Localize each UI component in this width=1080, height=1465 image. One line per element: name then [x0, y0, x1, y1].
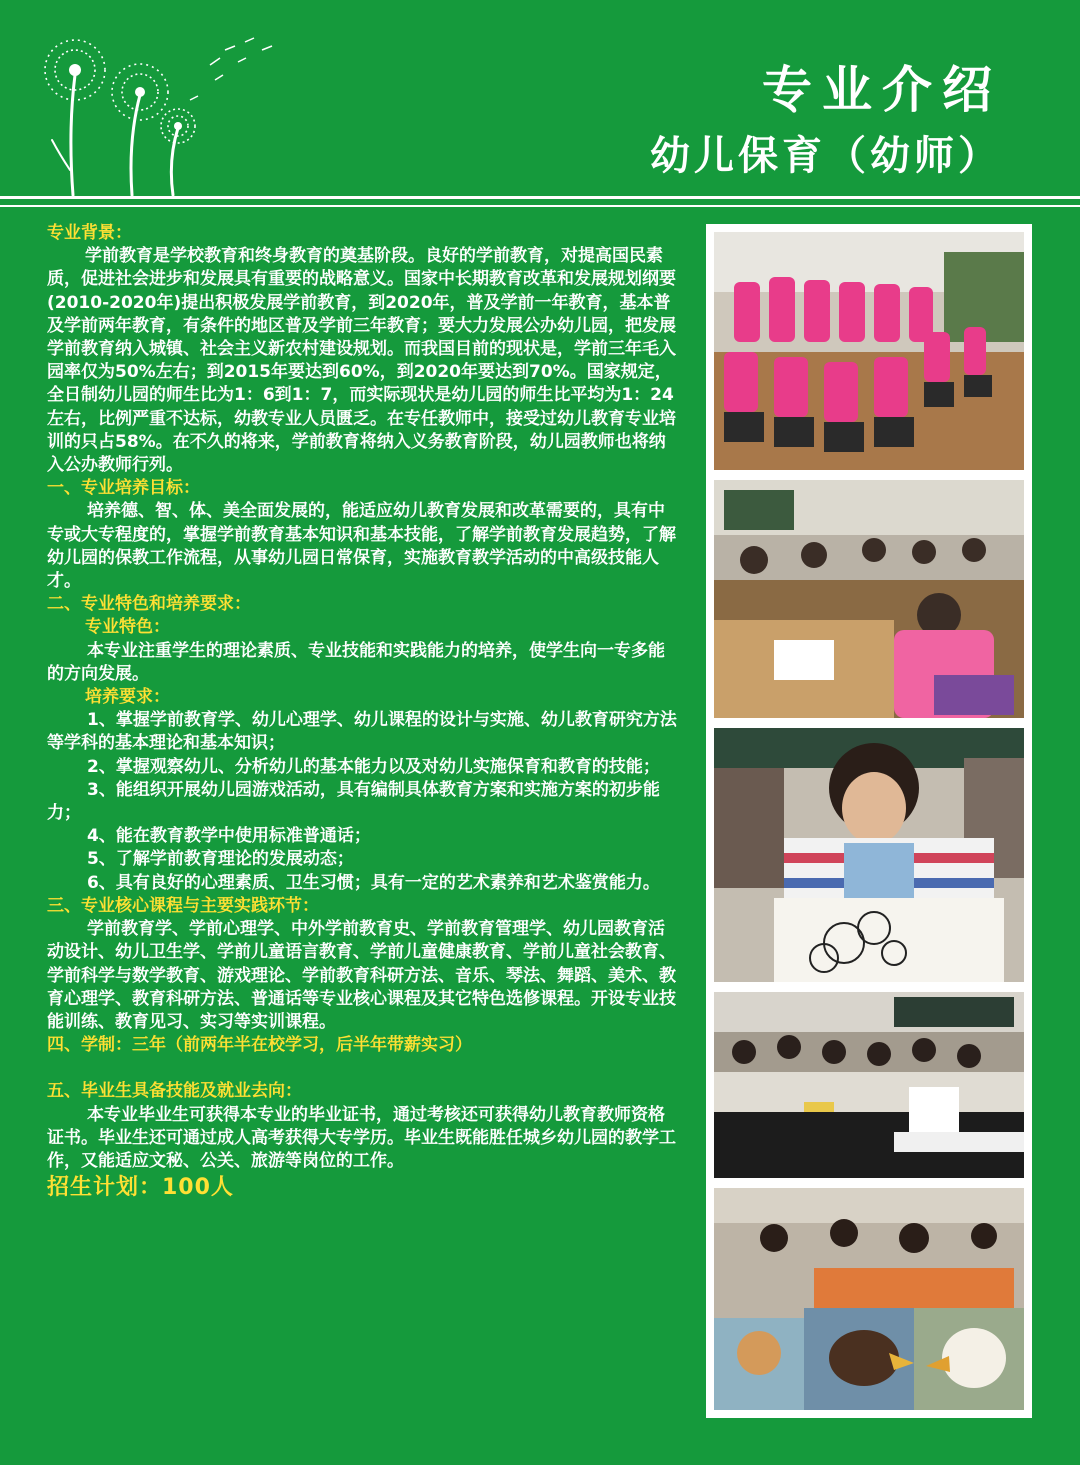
article-body	[47, 222, 679, 1203]
piano-class-photo	[714, 992, 1024, 1178]
header-divider-bottom	[0, 205, 1080, 207]
painting-class-photo	[714, 1188, 1024, 1410]
goal-text: 培养德、智、体、美全面发展的，能适应幼儿教育发展和改革需要的，具有中专或大专程度的，掌握学前教育基本知识和基本技能，了解学前教育发展趋势，了解幼儿园的保教工作流程，从事幼儿园日常保育，实施教育教学活动的中高级技能人才。	[47, 501, 676, 592]
feature-subheading: 专业特色：	[85, 617, 170, 638]
drawing-student-photo	[714, 728, 1024, 982]
header	[0, 0, 1080, 200]
dandelion-icon	[40, 20, 300, 200]
requirement-item: 3、能组织开展幼儿园游戏活动，具有编制具体教育方案和实施方案的初步能力；	[47, 779, 660, 824]
page-subtitle: 幼儿保育（幼师）	[650, 132, 1002, 179]
requirement-item: 2、掌握观察幼儿、分析幼儿的基本能力以及对幼儿实施保育和教育的技能；	[87, 756, 660, 777]
enrollment-plan: 招生计划：100人	[47, 1175, 234, 1201]
requirement-item: 6、具有良好的心理素质、卫生习惯；具有一定的艺术素养和艺术鉴赏能力。	[87, 872, 660, 893]
courses-text: 学前教育学、学前心理学、中外学前教育史、学前教育管理学、幼儿园教育活动设计、幼儿卫生学、学前儿童语言教育、学前儿童健康教育、学前儿童社会教育、学前科学与数学教育、游戏理论、学前教育科研方法、音乐、琴法、舞蹈、美术、教育心理学、教育科研方法、普通话等专业核心课程及其它特色选修课程。开设专业技能训练、教育见习、实习等实训课程。	[47, 919, 676, 1032]
goal-heading: 一、专业培养目标：	[47, 478, 200, 499]
dance-class-photo	[714, 232, 1024, 470]
requirement-item: 5、了解学前教育理论的发展动态；	[87, 849, 354, 870]
background-text: 学前教育是学校教育和终身教育的奠基阶段。良好的学前教育，对提高国民素质，促进社会进步和发展具有重要的战略意义。国家中长期教育改革和发展规划纲要(2010-2020年)提出积极发展学前教育，到2020年，普及学前一年教育，基本普及学前两年教育，有条件的地区普及学前三年教育；要大力发展公办幼儿园，把发展学前教育纳入城镇、社会主义新农村建设规划。而我国目前的现状是，学前三年毛入园率仅为50%左右；到2015年要达到60%，到2020年要达到70%。国家规定，全日制幼儿园的师生比为1：6到1：7，而实际现状是幼儿园的师生比平均为1：24左右，比例严重不达标，幼教专业人员匮乏。在专任教师中，接受过幼儿教育专业培训的只占58%。在不久的将来，学前教育将纳入义务教育阶段，幼儿园教师也将纳入公办教师行列。	[47, 246, 676, 476]
feature-heading: 二、专业特色和培养要求：	[47, 594, 251, 615]
career-heading: 五、毕业生具备技能及就业去向：	[47, 1081, 302, 1102]
requirements-subheading: 培养要求：	[85, 687, 170, 708]
requirement-item: 1、掌握学前教育学、幼儿心理学、幼儿课程的设计与实施、幼儿教育研究方法等学科的基本理论和基本知识；	[47, 710, 677, 754]
handcraft-class-photo	[714, 480, 1024, 718]
career-text: 本专业毕业生可获得本专业的毕业证书，通过考核还可获得幼儿教育教师资格证书。毕业生还可通过成人高考获得大专学历。毕业生既能胜任城乡幼儿园的教学工作，又能适应文秘、公关、旅游等岗位的工作。	[47, 1104, 676, 1171]
requirement-item: 4、能在教育教学中使用标准普通话；	[87, 826, 371, 847]
background-heading: 专业背景：	[47, 223, 132, 243]
photo-column	[706, 224, 1032, 1418]
page-title: 专业介绍	[762, 60, 1002, 119]
courses-heading: 三、专业核心课程与主要实践环节：	[47, 895, 319, 916]
header-divider-top	[0, 196, 1080, 199]
feature-text: 本专业注重学生的理论素质、专业技能和实践能力的培养，使学生向一专多能的方向发展。	[47, 640, 665, 684]
duration-heading: 四、学制：三年（前两年半在校学习，后半年带薪实习）	[47, 1035, 472, 1056]
